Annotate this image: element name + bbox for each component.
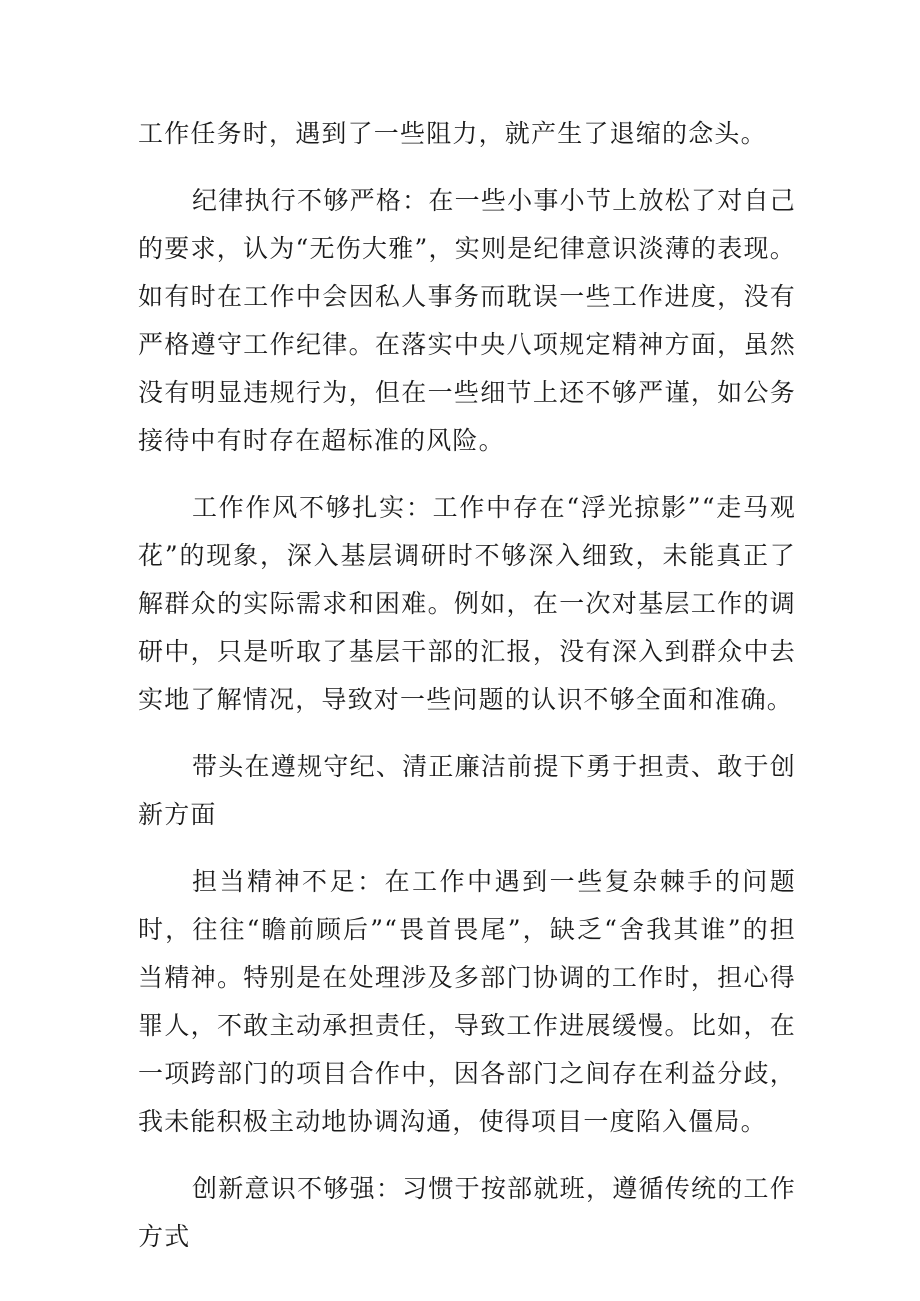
paragraph-innovation: 创新意识不够强：习惯于按部就班，遵循传统的工作方式 — [138, 1174, 796, 1251]
paragraph-discipline: 纪律执行不够严格：在一些小事小节上放松了对自己的要求，认为“无伤大雅”，实则是纪律意识淡薄的表现。如有时在工作中会因私人事务而耽误一些工作进度，没有严格遵守工作纪律。在落实中央八项规定精神方面，虽然没有明显违规行为，但在一些细节上还不够严谨，如公务接待中有时存在超标准的风险。 — [138, 186, 796, 455]
paragraph-responsibility: 担当精神不足：在工作中遇到一些复杂棘手的问题时，往往“瞻前顾后”“畏首畏尾”，缺乏“舍我其谁”的担当精神。特别是在处理涉及多部门协调的工作时，担心得罪人，不敢主动承担责任，导致工作进展缓慢。比如，在一项跨部门的项目合作中，因各部门之间存在利益分歧，我未能积极主动地协调沟通，使得项目一度陷入僵局。 — [138, 867, 796, 1136]
paragraph-work-style: 工作作风不够扎实：工作中存在“浮光掠影”“走马观花”的现象，深入基层调研时不够深入细致，未能真正了解群众的实际需求和困难。例如，在一次对基层工作的调研中，只是听取了基层干部的汇报，没有深入到群众中去实地了解情况，导致对一些问题的认识不够全面和准确。 — [138, 493, 796, 714]
section-heading: 带头在遵规守纪、清正廉洁前提下勇于担责、敢于创新方面 — [138, 752, 796, 829]
paragraph-continuation: 工作任务时，遇到了一些阻力，就产生了退缩的念头。 — [138, 119, 767, 148]
